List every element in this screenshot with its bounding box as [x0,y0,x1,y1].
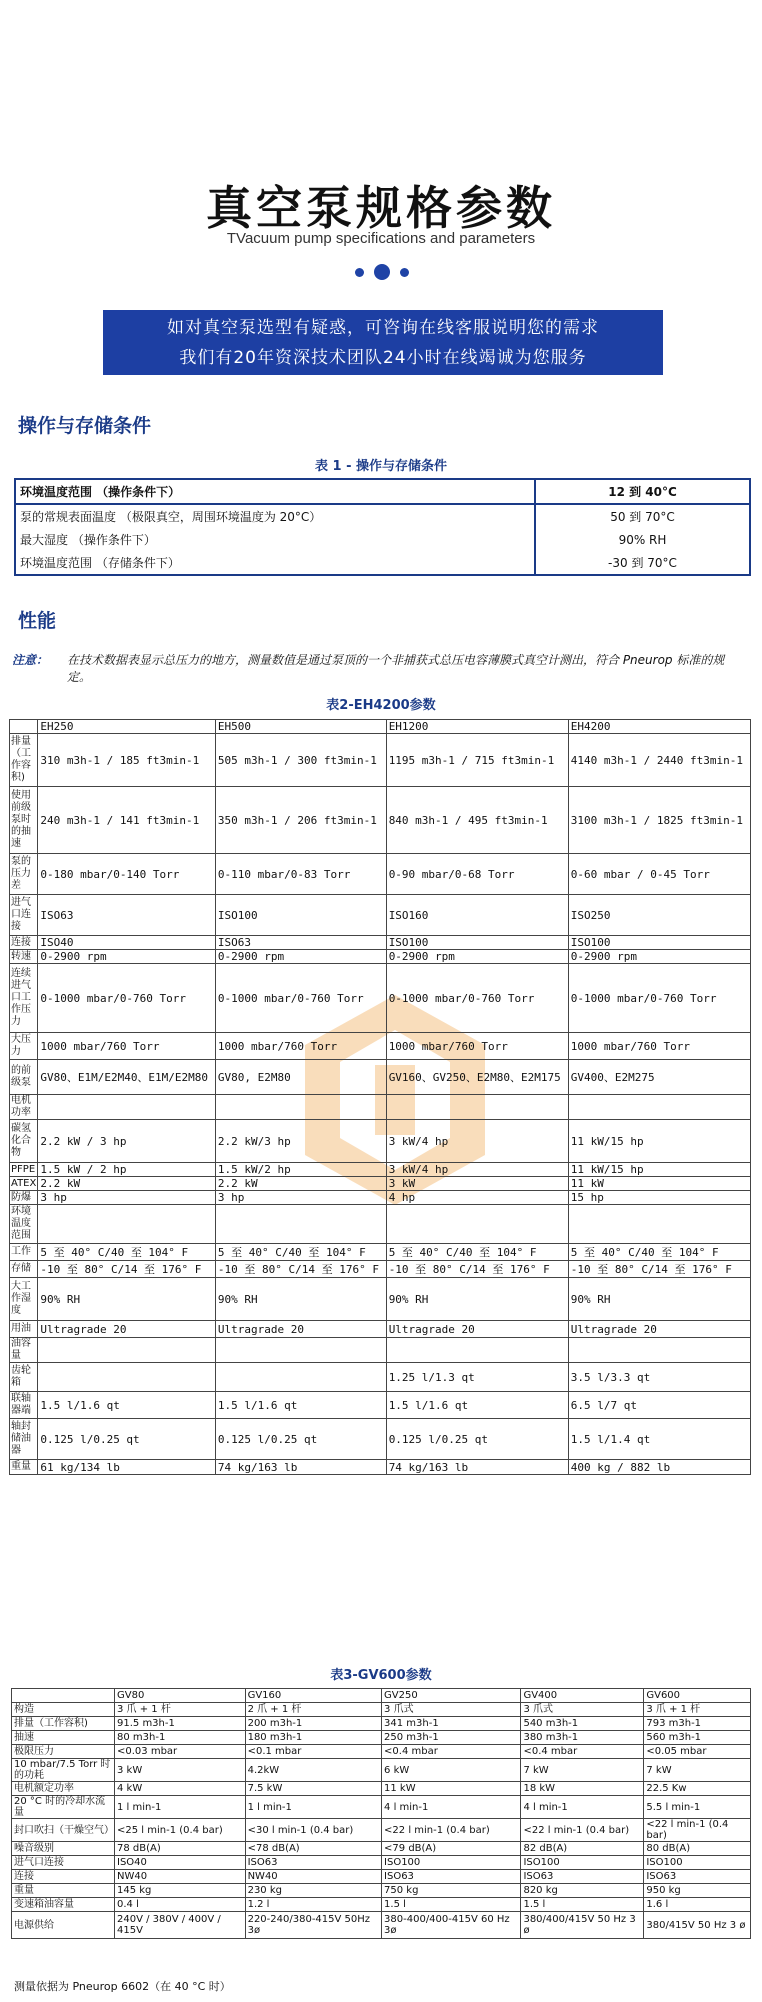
table-cell: Ultragrade 20 [568,1321,750,1338]
table-row [10,1120,751,1163]
table-cell: 4 hp [386,1191,568,1205]
table-cell: ISO40 [38,936,216,950]
table-cell: 3 爪式 [521,1703,644,1717]
table-cell: ISO100 [382,1856,521,1870]
row-label: 10 mbar/7.5 Torr 时的功耗 [12,1759,115,1782]
table-cell: 1.5 l/1.6 qt [38,1392,216,1419]
table-cell [386,1338,568,1363]
table-cell: 1.5 l [382,1898,521,1912]
table-cell: 560 m3h-1 [644,1731,751,1745]
row-label: 20 °C 时的冷却水流量 [12,1796,115,1819]
table-row [10,1261,751,1278]
table-cell: 7.5 kW [245,1782,381,1796]
row-label: 大工作湿度 [10,1278,38,1321]
table-cell: Ultragrade 20 [215,1321,386,1338]
table-row [12,1898,751,1912]
table-cell: 1000 mbar/760 Torr [215,1033,386,1060]
table-cell: 3 kW [386,1177,568,1191]
table-cell: 3 爪式 [382,1703,521,1717]
table-cell: 1000 mbar/760 Torr [38,1033,216,1060]
table-cell: 3 kW/4 hp [386,1120,568,1163]
row-label: 碳氢化合物 [10,1120,38,1163]
table-cell: 310 m3h-1 / 185 ft3min-1 [38,734,216,787]
table-cell: <79 dB(A) [382,1842,521,1856]
row-label: 极限压力 [12,1745,115,1759]
row-label: 轴封储油器 [10,1419,38,1460]
note-label: 注意： [12,653,49,667]
table-cell: 4 l min-1 [382,1796,521,1819]
table-header-cell [12,1689,115,1703]
table-cell: 380-400/400-415V 60 Hz 3ø [382,1912,521,1939]
table-header-cell: EH1200 [386,720,568,734]
table-cell: 2 爪 + 1 杆 [245,1703,381,1717]
table-row [12,1796,751,1819]
table-row [10,1363,751,1392]
table-cell: 840 m3h-1 / 495 ft3min-1 [386,787,568,854]
table-cell: ISO100 [215,895,386,936]
table-cell: ISO100 [386,936,568,950]
table-header-row [12,1689,751,1703]
table-cell: 0-1000 mbar/0-760 Torr [568,964,750,1033]
table-cell: 3 hp [38,1191,216,1205]
table-cell: 5 至 40° C/40 至 104° F [568,1244,750,1261]
row-label: 排量（工作容积) [12,1717,115,1731]
table-cell: 90% RH [215,1278,386,1321]
table-row [12,1912,751,1939]
table-cell: 145 kg [115,1884,246,1898]
table-cell: <78 dB(A) [245,1842,381,1856]
condition-value: 90% RH [535,528,750,551]
row-label: 的前级泵 [10,1060,38,1095]
table-cell: <25 l min-1 (0.4 bar) [115,1819,246,1842]
table-cell: ISO63 [215,936,386,950]
table-cell: 950 kg [644,1884,751,1898]
table-cell: 80 m3h-1 [115,1731,246,1745]
table-cell: 240 m3h-1 / 141 ft3min-1 [38,787,216,854]
table-cell: 1 l min-1 [245,1796,381,1819]
table-header-cell: EH500 [215,720,386,734]
table-cell: 61 kg/134 lb [38,1460,216,1475]
table1-caption: 表 1 - 操作与存储条件 [314,459,448,474]
table-cell: NW40 [115,1870,246,1884]
table-row [10,964,751,1033]
table-cell: 7 kW [521,1759,644,1782]
table-row [10,854,751,895]
table-cell: NW40 [245,1870,381,1884]
condition-label: 泵的常规表面温度 （极限真空，周围环境温度为 20°C） [15,504,535,528]
table-cell [568,1095,750,1120]
table-cell: 0-1000 mbar/0-760 Torr [386,964,568,1033]
table-cell: <22 l min-1 (0.4 bar) [382,1819,521,1842]
table-header-cell: EH250 [38,720,216,734]
table-cell: 1.5 l [521,1898,644,1912]
table-cell: ISO63 [382,1870,521,1884]
table-cell: 4140 m3h-1 / 2440 ft3min-1 [568,734,750,787]
row-label: 变速箱油容量 [12,1898,115,1912]
table-cell: ISO63 [521,1870,644,1884]
table-header-cell: GV250 [382,1689,521,1703]
banner-line-2: 我们有20年资深技术团队24小时在线竭诚为您服务 [179,348,587,368]
table-cell: 11 kW [568,1177,750,1191]
table-cell: 5 至 40° C/40 至 104° F [386,1244,568,1261]
table-cell: <22 l min-1 (0.4 bar) [644,1819,751,1842]
table-cell: <0.03 mbar [115,1745,246,1759]
table-cell: 1.6 l [644,1898,751,1912]
table-cell: 1.5 l/1.6 qt [215,1392,386,1419]
row-label: 泵的压力差 [10,854,38,895]
table-row [10,950,751,964]
table-cell: 3100 m3h-1 / 1825 ft3min-1 [568,787,750,854]
table-cell: 0-110 mbar/0-83 Torr [215,854,386,895]
table-cell: 80 dB(A) [644,1842,751,1856]
table-cell: 0-180 mbar/0-140 Torr [38,854,216,895]
table-cell: 1.5 kW / 2 hp [38,1163,216,1177]
table-cell: <0.1 mbar [245,1745,381,1759]
table-row [12,1703,751,1717]
row-label: 使用前级泵时的抽速 [10,787,38,854]
row-label: 防爆 [10,1191,38,1205]
table-cell: 6 kW [382,1759,521,1782]
table-cell: 74 kg/163 lb [386,1460,568,1475]
eh4200-table [9,719,751,1475]
section-heading-performance: 性能 [18,610,57,632]
table-row [10,1060,751,1095]
table-cell: 1.5 l/1.6 qt [386,1392,568,1419]
table-header-cell: GV600 [644,1689,751,1703]
table-row [10,1460,751,1475]
table-cell: 11 kW/15 hp [568,1120,750,1163]
table-cell: 0-2900 rpm [38,950,216,964]
dot-small-left [355,268,364,277]
table-cell: 3 kW [115,1759,246,1782]
table-cell: 0-1000 mbar/0-760 Torr [38,964,216,1033]
table-cell: 1000 mbar/760 Torr [386,1033,568,1060]
table-cell [38,1338,216,1363]
table-cell: GV400、E2M275 [568,1060,750,1095]
table-cell: 820 kg [521,1884,644,1898]
table-cell: ISO160 [386,895,568,936]
table-cell: ISO100 [644,1856,751,1870]
table-cell: 15 hp [568,1191,750,1205]
table-row [10,1392,751,1419]
row-label: 抽速 [12,1731,115,1745]
table-cell [38,1205,216,1244]
table-cell: 380 m3h-1 [521,1731,644,1745]
table-cell: ISO100 [568,936,750,950]
table-cell: 230 kg [245,1884,381,1898]
table-cell: <30 l min-1 (0.4 bar) [245,1819,381,1842]
table-cell [568,1338,750,1363]
condition-value: 12 到 40°C [535,479,750,504]
table-cell: ISO63 [245,1856,381,1870]
dot-large-center [374,264,390,280]
row-label: 连续进气口工作压力 [10,964,38,1033]
table-cell: 3 hp [215,1191,386,1205]
table-header-cell [10,720,38,734]
table-row [12,1842,751,1856]
table-cell [568,1205,750,1244]
table-cell: <0.05 mbar [644,1745,751,1759]
table-cell [386,1095,568,1120]
table-row [10,787,751,854]
row-label: 进气口连接 [12,1856,115,1870]
table-row [10,895,751,936]
table-cell: ISO63 [644,1870,751,1884]
table-cell: 0-90 mbar/0-68 Torr [386,854,568,895]
table-cell: -10 至 80° C/14 至 176° F [215,1261,386,1278]
table-row [10,936,751,950]
table-cell [215,1205,386,1244]
row-label: 油容量 [10,1338,38,1363]
table-cell: 220-240/380-415V 50Hz 3ø [245,1912,381,1939]
table-row [15,479,750,504]
table-cell: 0.125 l/0.25 qt [38,1419,216,1460]
row-label: 连接 [12,1870,115,1884]
table-cell: ISO100 [521,1856,644,1870]
table-cell [38,1363,216,1392]
table-cell: GV80、E1M/E2M40、E1M/E2M80 [38,1060,216,1095]
page-subtitle: TVacuum pump specifications and parameters [226,230,536,247]
row-label: 用油 [10,1321,38,1338]
footer-note: 测量依据为 Pneurop 6602（在 40 °C 时） [14,1980,231,1993]
table-row [12,1856,751,1870]
table-cell: 7 kW [644,1759,751,1782]
table-cell: 1.5 l/1.4 qt [568,1419,750,1460]
table-cell: Ultragrade 20 [386,1321,568,1338]
table-cell: ISO40 [115,1856,246,1870]
note-text: 在技术数据表显示总压力的地方，测量数值是通过泵顶的一个非捕获式总压电容薄膜式真空计测出，符合 Pneurop 标准的规定。 [67,653,725,684]
table-cell: -10 至 80° C/14 至 176° F [568,1261,750,1278]
row-label: ATEX [11,1177,37,1189]
table-cell [215,1338,386,1363]
table-cell [38,1095,216,1120]
table-row [12,1782,751,1796]
table-cell: 4.2kW [245,1759,381,1782]
condition-value: 50 到 70°C [535,504,750,528]
table-cell: 3 爪 + 1 杆 [644,1703,751,1717]
table-cell: 1.5 kW/2 hp [215,1163,386,1177]
section-heading-conditions: 操作与存储条件 [18,415,152,437]
row-label: 构造 [12,1703,115,1717]
table-cell: 540 m3h-1 [521,1717,644,1731]
table-cell: 3 kW/4 hp [386,1163,568,1177]
table-cell: 11 kW/15 hp [568,1163,750,1177]
table-row [12,1819,751,1842]
table-row [10,1419,751,1460]
consult-banner [103,310,663,375]
row-label: 连接 [10,936,38,950]
row-label: 环境温度范围 [10,1205,38,1244]
table-row [12,1870,751,1884]
table-header-cell: GV80 [115,1689,246,1703]
banner-line-1: 如对真空泵选型有疑惑，可咨询在线客服说明您的需求 [167,318,599,338]
table-cell: 180 m3h-1 [245,1731,381,1745]
table-row [10,1278,751,1321]
table-cell: 2.2 kW / 3 hp [38,1120,216,1163]
row-label: 存储 [10,1261,38,1278]
table-cell: 18 kW [521,1782,644,1796]
table-cell: 0-2900 rpm [386,950,568,964]
row-label: PFPE [10,1163,38,1177]
table-row [10,1205,751,1244]
table-cell: 240V / 380V / 400V / 415V [115,1912,246,1939]
table-cell: 505 m3h-1 / 300 ft3min-1 [215,734,386,787]
table3-caption: 表3-GV600参数 [330,1668,432,1683]
table-cell: 90% RH [386,1278,568,1321]
row-label: 转速 [10,950,38,964]
table-cell: GV160、GV250、E2M80、E2M175 [386,1060,568,1095]
table-cell: 5.5 l min-1 [644,1796,751,1819]
table-cell: 22.5 Kw [644,1782,751,1796]
table-cell: 90% RH [38,1278,216,1321]
table-cell: 250 m3h-1 [382,1731,521,1745]
row-label: 大压力 [10,1033,38,1060]
condition-label: 环境温度范围 （存储条件下） [15,551,535,575]
table-cell: 0-2900 rpm [568,950,750,964]
condition-label: 最大湿度 （操作条件下） [15,528,535,551]
table-cell: GV80, E2M80 [215,1060,386,1095]
table-cell: 4 l min-1 [521,1796,644,1819]
row-label: 电源供给 [12,1912,115,1939]
table-cell: 6.5 l/7 qt [568,1392,750,1419]
table-cell: Ultragrade 20 [38,1321,216,1338]
table-cell: <0.4 mbar [521,1745,644,1759]
table-row [12,1745,751,1759]
table-cell: 2.2 kW [215,1177,386,1191]
row-label: 重量 [12,1884,115,1898]
table-cell: <0.4 mbar [382,1745,521,1759]
condition-value: -30 到 70°C [535,551,750,575]
row-label: 排量（工作容积) [10,734,38,787]
table-cell: ISO63 [38,895,216,936]
table-row [10,1244,751,1261]
row-label: 进气口连接 [10,895,38,936]
table-row [15,504,750,528]
table-cell: 82 dB(A) [521,1842,644,1856]
table-cell: 3 爪 + 1 杆 [115,1703,246,1717]
decorative-dots [353,262,413,282]
table-cell: 11 kW [382,1782,521,1796]
table-cell: 400 kg / 882 lb [568,1460,750,1475]
row-label: 噪音级别 [12,1842,115,1856]
row-label: 电机功率 [10,1095,38,1120]
table-cell: 2.2 kW [38,1177,216,1191]
table-header-cell: EH4200 [568,720,750,734]
table-header-cell: GV160 [245,1689,381,1703]
table-cell: -10 至 80° C/14 至 176° F [38,1261,216,1278]
table-cell: 0-60 mbar / 0-45 Torr [568,854,750,895]
table-cell: 90% RH [568,1278,750,1321]
row-label: 联轴器端 [10,1392,38,1419]
table-row [15,551,750,575]
table-header-row [10,720,751,734]
row-label: 封口吹扫（干燥空气） [12,1819,115,1842]
table-cell: 0-2900 rpm [215,950,386,964]
table-row [10,734,751,787]
table-row [10,1191,751,1205]
table-cell [386,1205,568,1244]
table-cell: 1000 mbar/760 Torr [568,1033,750,1060]
page-title: 真空泵规格参数 [206,181,556,235]
row-label: 齿轮箱 [10,1363,38,1392]
table-cell: 1.2 l [245,1898,381,1912]
table-row [10,1163,751,1177]
table-cell: ISO250 [568,895,750,936]
table-cell: 5 至 40° C/40 至 104° F [215,1244,386,1261]
table-cell: 793 m3h-1 [644,1717,751,1731]
table-cell: 0.125 l/0.25 qt [386,1419,568,1460]
table-cell: 380/400/415V 50 Hz 3 ø [521,1912,644,1939]
table-cell: 1195 m3h-1 / 715 ft3min-1 [386,734,568,787]
row-label: 工作 [10,1244,38,1261]
table-cell: 3.5 l/3.3 qt [568,1363,750,1392]
table-cell: 350 m3h-1 / 206 ft3min-1 [215,787,386,854]
table-row [15,528,750,551]
table-cell: -10 至 80° C/14 至 176° F [386,1261,568,1278]
table-cell: 750 kg [382,1884,521,1898]
table-cell: 380/415V 50 Hz 3 ø [644,1912,751,1939]
table-cell: 0.4 l [115,1898,246,1912]
conditions-table [14,478,751,576]
table-cell: 200 m3h-1 [245,1717,381,1731]
condition-label: 环境温度范围 （操作条件下） [15,479,535,504]
table-cell: 1 l min-1 [115,1796,246,1819]
table2-caption: 表2-EH4200参数 [326,698,436,713]
table-row [12,1717,751,1731]
table-row [10,1033,751,1060]
row-label: 电机额定功率 [12,1782,115,1796]
dot-small-right [400,268,409,277]
table-cell: <22 l min-1 (0.4 bar) [521,1819,644,1842]
table-cell: 4 kW [115,1782,246,1796]
table-row [10,1095,751,1120]
row-label: 重量 [10,1460,38,1475]
table-cell: 341 m3h-1 [382,1717,521,1731]
table-row [10,1321,751,1338]
table-cell: 5 至 40° C/40 至 104° F [38,1244,216,1261]
table-cell: 0-1000 mbar/0-760 Torr [215,964,386,1033]
table-cell: 91.5 m3h-1 [115,1717,246,1731]
table-cell: 74 kg/163 lb [215,1460,386,1475]
gv600-table [11,1688,751,1939]
table-cell: 1.25 l/1.3 qt [386,1363,568,1392]
table-cell: 2.2 kW/3 hp [215,1120,386,1163]
table-row [12,1884,751,1898]
table-cell [215,1363,386,1392]
table-row [10,1177,751,1191]
table-header-cell: GV400 [521,1689,644,1703]
table-row [12,1759,751,1782]
table-row [10,1338,751,1363]
table-cell [215,1095,386,1120]
table-row [12,1731,751,1745]
table-cell: 78 dB(A) [115,1842,246,1856]
table-cell: 0.125 l/0.25 qt [215,1419,386,1460]
